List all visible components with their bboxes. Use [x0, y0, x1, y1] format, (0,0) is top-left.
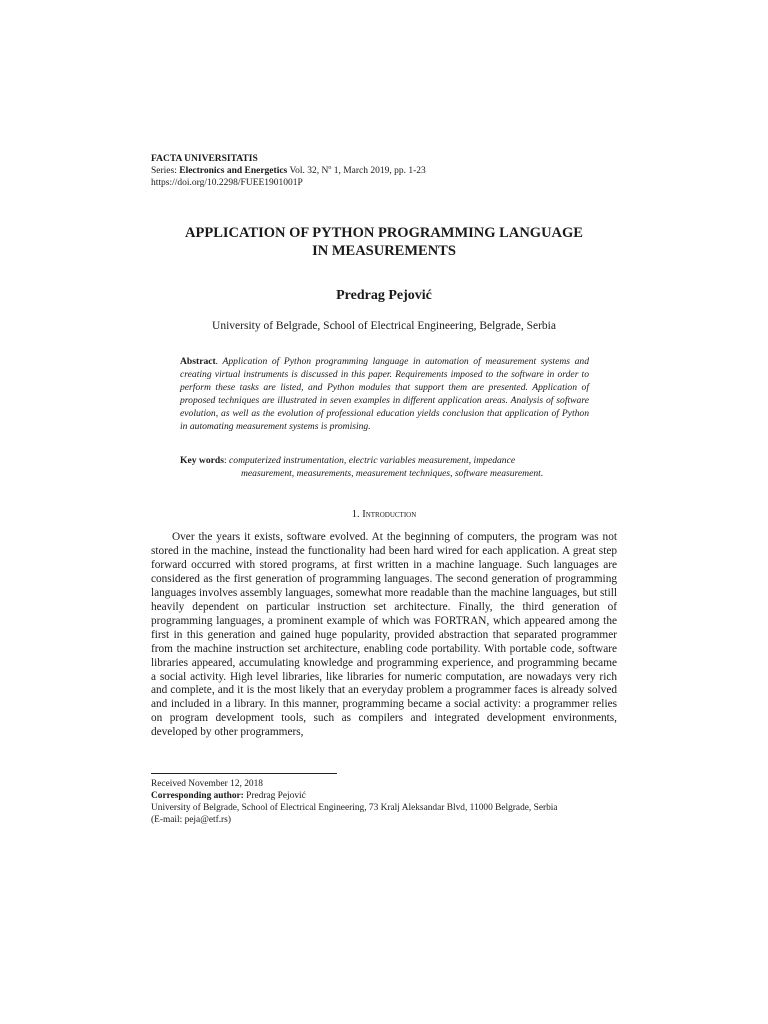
- keywords-line-1: computerized instrumentation, electric variables measurement, impedance: [229, 455, 516, 466]
- number-superscript: o: [328, 165, 332, 171]
- journal-series-line: [151, 165, 426, 177]
- journal-issue: 1, March 2019, pp. 1-23: [331, 166, 426, 176]
- author-name: Predrag Pejović: [336, 288, 432, 303]
- author-address: University of Belgrade, School of Electrical Engineering, 73 Kralj Aleksandar Blvd, 11000 Belgrade, Serbia: [151, 803, 558, 813]
- journal-header: [151, 153, 426, 189]
- section-title: Introduction: [362, 509, 417, 520]
- paper-title-line-1: APPLICATION OF PYTHON PROGRAMMING LANGUAGE: [185, 225, 583, 241]
- keywords-label: Key words: [180, 455, 224, 466]
- paper-page: [151, 0, 617, 1024]
- paper-title-line-2: IN MEASUREMENTS: [312, 243, 456, 259]
- journal-name: FACTA UNIVERSITATIS: [151, 154, 258, 164]
- corresponding-author-line: [151, 790, 617, 802]
- series-name: Electronics and Energetics: [179, 166, 288, 176]
- abstract-text: . Application of Python programming language in automation of measurement systems and creating virtual instruments is discussed in this paper. Requirements imposed to the software in order to perform these tasks are listed, and Python modules that support them are presented. Application of proposed techniques are illustrated in seven examples in different application areas. Analysis of software evolution, as well as the evolution of professional education yields conclusion that application of Python in automating measurement systems is promising.: [180, 356, 589, 433]
- doi-link[interactable]: https://doi.org/10.2298/FUEE1901001P: [151, 178, 303, 188]
- keywords: [180, 454, 589, 480]
- introduction-paragraph: Over the years it exists, software evolved. At the beginning of computers, the program was not stored in the machine, instead the functionality had been hard wired for each application. A great step forward occurred with stored programs, at first written in a machine language. Such languages are considered as the first generation of programming languages. The second generation of programming languages involves assembly languages, somewhat more readable than the machine languages, but still heavily dependent on particular instruction set architecture. Finally, the third generation of programming languages, a prominent example of which was FORTRAN, which appeared among the first in this generation and gained huge popularity, provided abstraction that separated programmer from the machine instruction set architecture, enabling code portability. With portable code, software libraries appeared, accumulating knowledge and programming experience, and programming became a social activity. High level libraries, like libraries for numeric computation, are nowadays very rich and complete, and it is the most likely that an everyday problem a programmer faces is already solved and included in a library. In this manner, programming became a social activity: a programmer relies on program development tools, such as compilers and integrated development environments, developed by other programmers,: [151, 531, 617, 739]
- abstract: [180, 355, 589, 434]
- paper-title: [151, 224, 617, 260]
- corresponding-author-label: Corresponding author:: [151, 791, 247, 801]
- author-email[interactable]: (E-mail: peja@etf.rs): [151, 815, 231, 825]
- abstract-label: Abstract: [180, 356, 216, 367]
- keywords-separator: :: [223, 455, 230, 466]
- keywords-line-2: measurement, measurements, measurement techniques, software measurement.: [241, 468, 544, 479]
- footnote-divider: [151, 773, 337, 774]
- received-date: Received November 12, 2018: [151, 779, 263, 789]
- footnotes: [151, 778, 617, 826]
- series-label: Series:: [151, 166, 180, 176]
- corresponding-author-name: Predrag Pejović: [246, 791, 306, 801]
- author-affiliation: University of Belgrade, School of Electrical Engineering, Belgrade, Serbia: [212, 320, 556, 332]
- journal-volume: Vol. 32, N: [287, 166, 329, 176]
- section-heading: [151, 509, 617, 520]
- section-number: 1.: [351, 509, 363, 520]
